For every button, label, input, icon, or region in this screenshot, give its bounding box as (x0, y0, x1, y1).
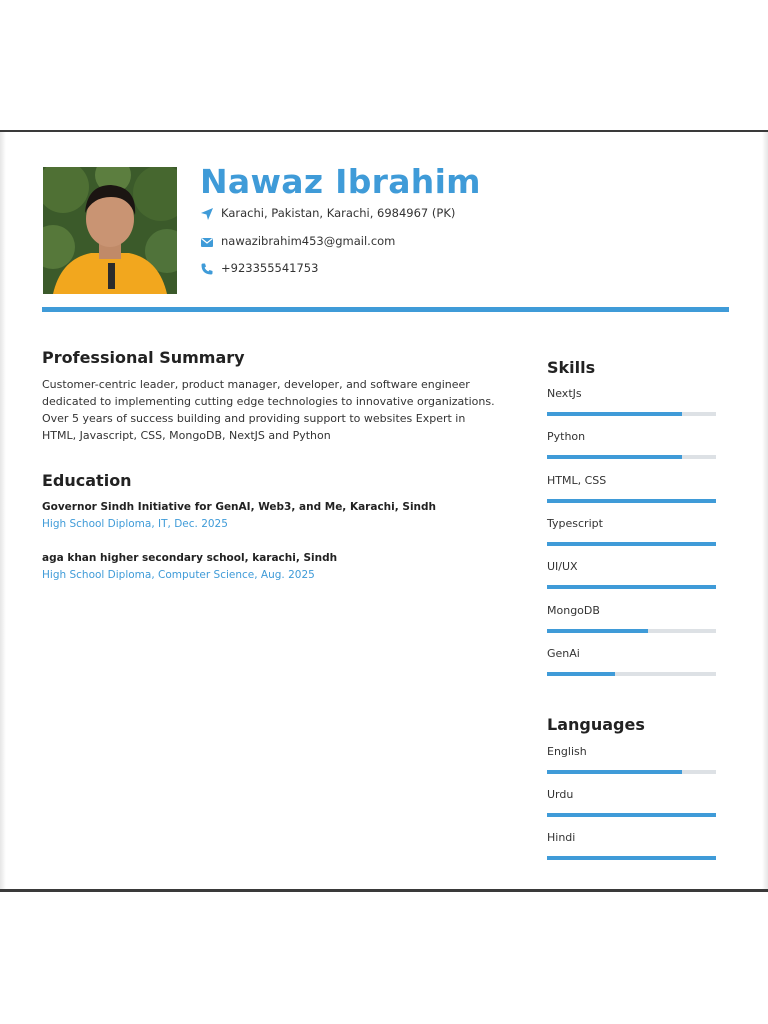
skill-item (547, 559, 716, 575)
education-heading: Education (42, 471, 132, 490)
location-arrow-icon (200, 206, 214, 220)
skill-level-fill (547, 672, 615, 676)
language-label: English (547, 745, 587, 758)
email-icon (200, 234, 214, 248)
skill-level-track (547, 499, 716, 503)
language-label: Urdu (547, 788, 574, 801)
skill-label: Typescript (547, 516, 603, 530)
skill-level-track (547, 412, 716, 416)
skill-item (547, 473, 716, 489)
contact-email (200, 234, 395, 248)
language-level-fill (547, 770, 682, 774)
phone-text: +923355541753 (221, 261, 319, 275)
skill-level-track (547, 672, 716, 676)
skill-item (547, 429, 716, 445)
summary-text: Customer-centric leader, product manager, developer, and software engineer dedicated to implementing cutting edge technologies to innovative organizations. Over 5 years of success building and providing support to websites Expert in HTML, Javascript, CSS, MongoDB, NextJS and Python (42, 378, 495, 442)
skill-item (547, 603, 716, 619)
skill-level-fill (547, 412, 682, 416)
contact-phone (200, 261, 318, 275)
skill-level-track (547, 455, 716, 459)
language-level-fill (547, 856, 716, 860)
languages-heading: Languages (547, 715, 645, 734)
skill-level-fill (547, 629, 648, 633)
skill-level-track (547, 585, 716, 589)
skill-level-fill (547, 585, 716, 589)
language-item (547, 830, 716, 846)
education-entry (42, 550, 337, 584)
skill-item (547, 516, 716, 532)
contact-location (200, 206, 455, 220)
location-text: Karachi, Pakistan, Karachi, 6984967 (PK) (221, 206, 456, 220)
profile-photo (43, 167, 177, 294)
education-degree: High School Diploma, IT, Dec. 2025 (42, 518, 228, 530)
skills-heading: Skills (547, 358, 596, 377)
skill-level-fill (547, 455, 682, 459)
skill-item (547, 646, 716, 662)
language-level-track (547, 856, 716, 860)
education-school: Governor Sindh Initiative for GenAI, Web3, and Me, Karachi, Sindh (42, 501, 437, 513)
language-label: Hindi (547, 831, 576, 844)
skill-label: NextJs (547, 387, 582, 400)
resume-sheet (0, 130, 768, 892)
header-divider (42, 307, 729, 312)
education-school: aga khan higher secondary school, karachi, Sindh (42, 552, 338, 564)
education-entry (42, 499, 436, 533)
language-item (547, 744, 716, 760)
skill-label: UI/UX (547, 560, 578, 574)
skill-label: MongoDB (547, 603, 600, 617)
language-level-track (547, 770, 716, 774)
candidate-name: Nawaz Ibrahim (200, 162, 481, 201)
education-degree: High School Diploma, Computer Science, Aug. 2025 (42, 569, 315, 581)
skill-level-track (547, 629, 716, 633)
skill-level-fill (547, 542, 716, 546)
skill-level-track (547, 542, 716, 546)
summary-heading: Professional Summary (42, 348, 245, 367)
skill-label: Python (547, 430, 586, 444)
phone-icon (200, 261, 214, 275)
skill-label: HTML, CSS (547, 473, 607, 487)
email-link[interactable]: nawazibrahim453@gmail.com (221, 234, 396, 248)
skill-label: GenAi (547, 646, 580, 660)
skill-item (547, 386, 716, 402)
skill-level-fill (547, 499, 716, 503)
language-item (547, 787, 716, 803)
language-level-fill (547, 813, 716, 817)
language-level-track (547, 813, 716, 817)
